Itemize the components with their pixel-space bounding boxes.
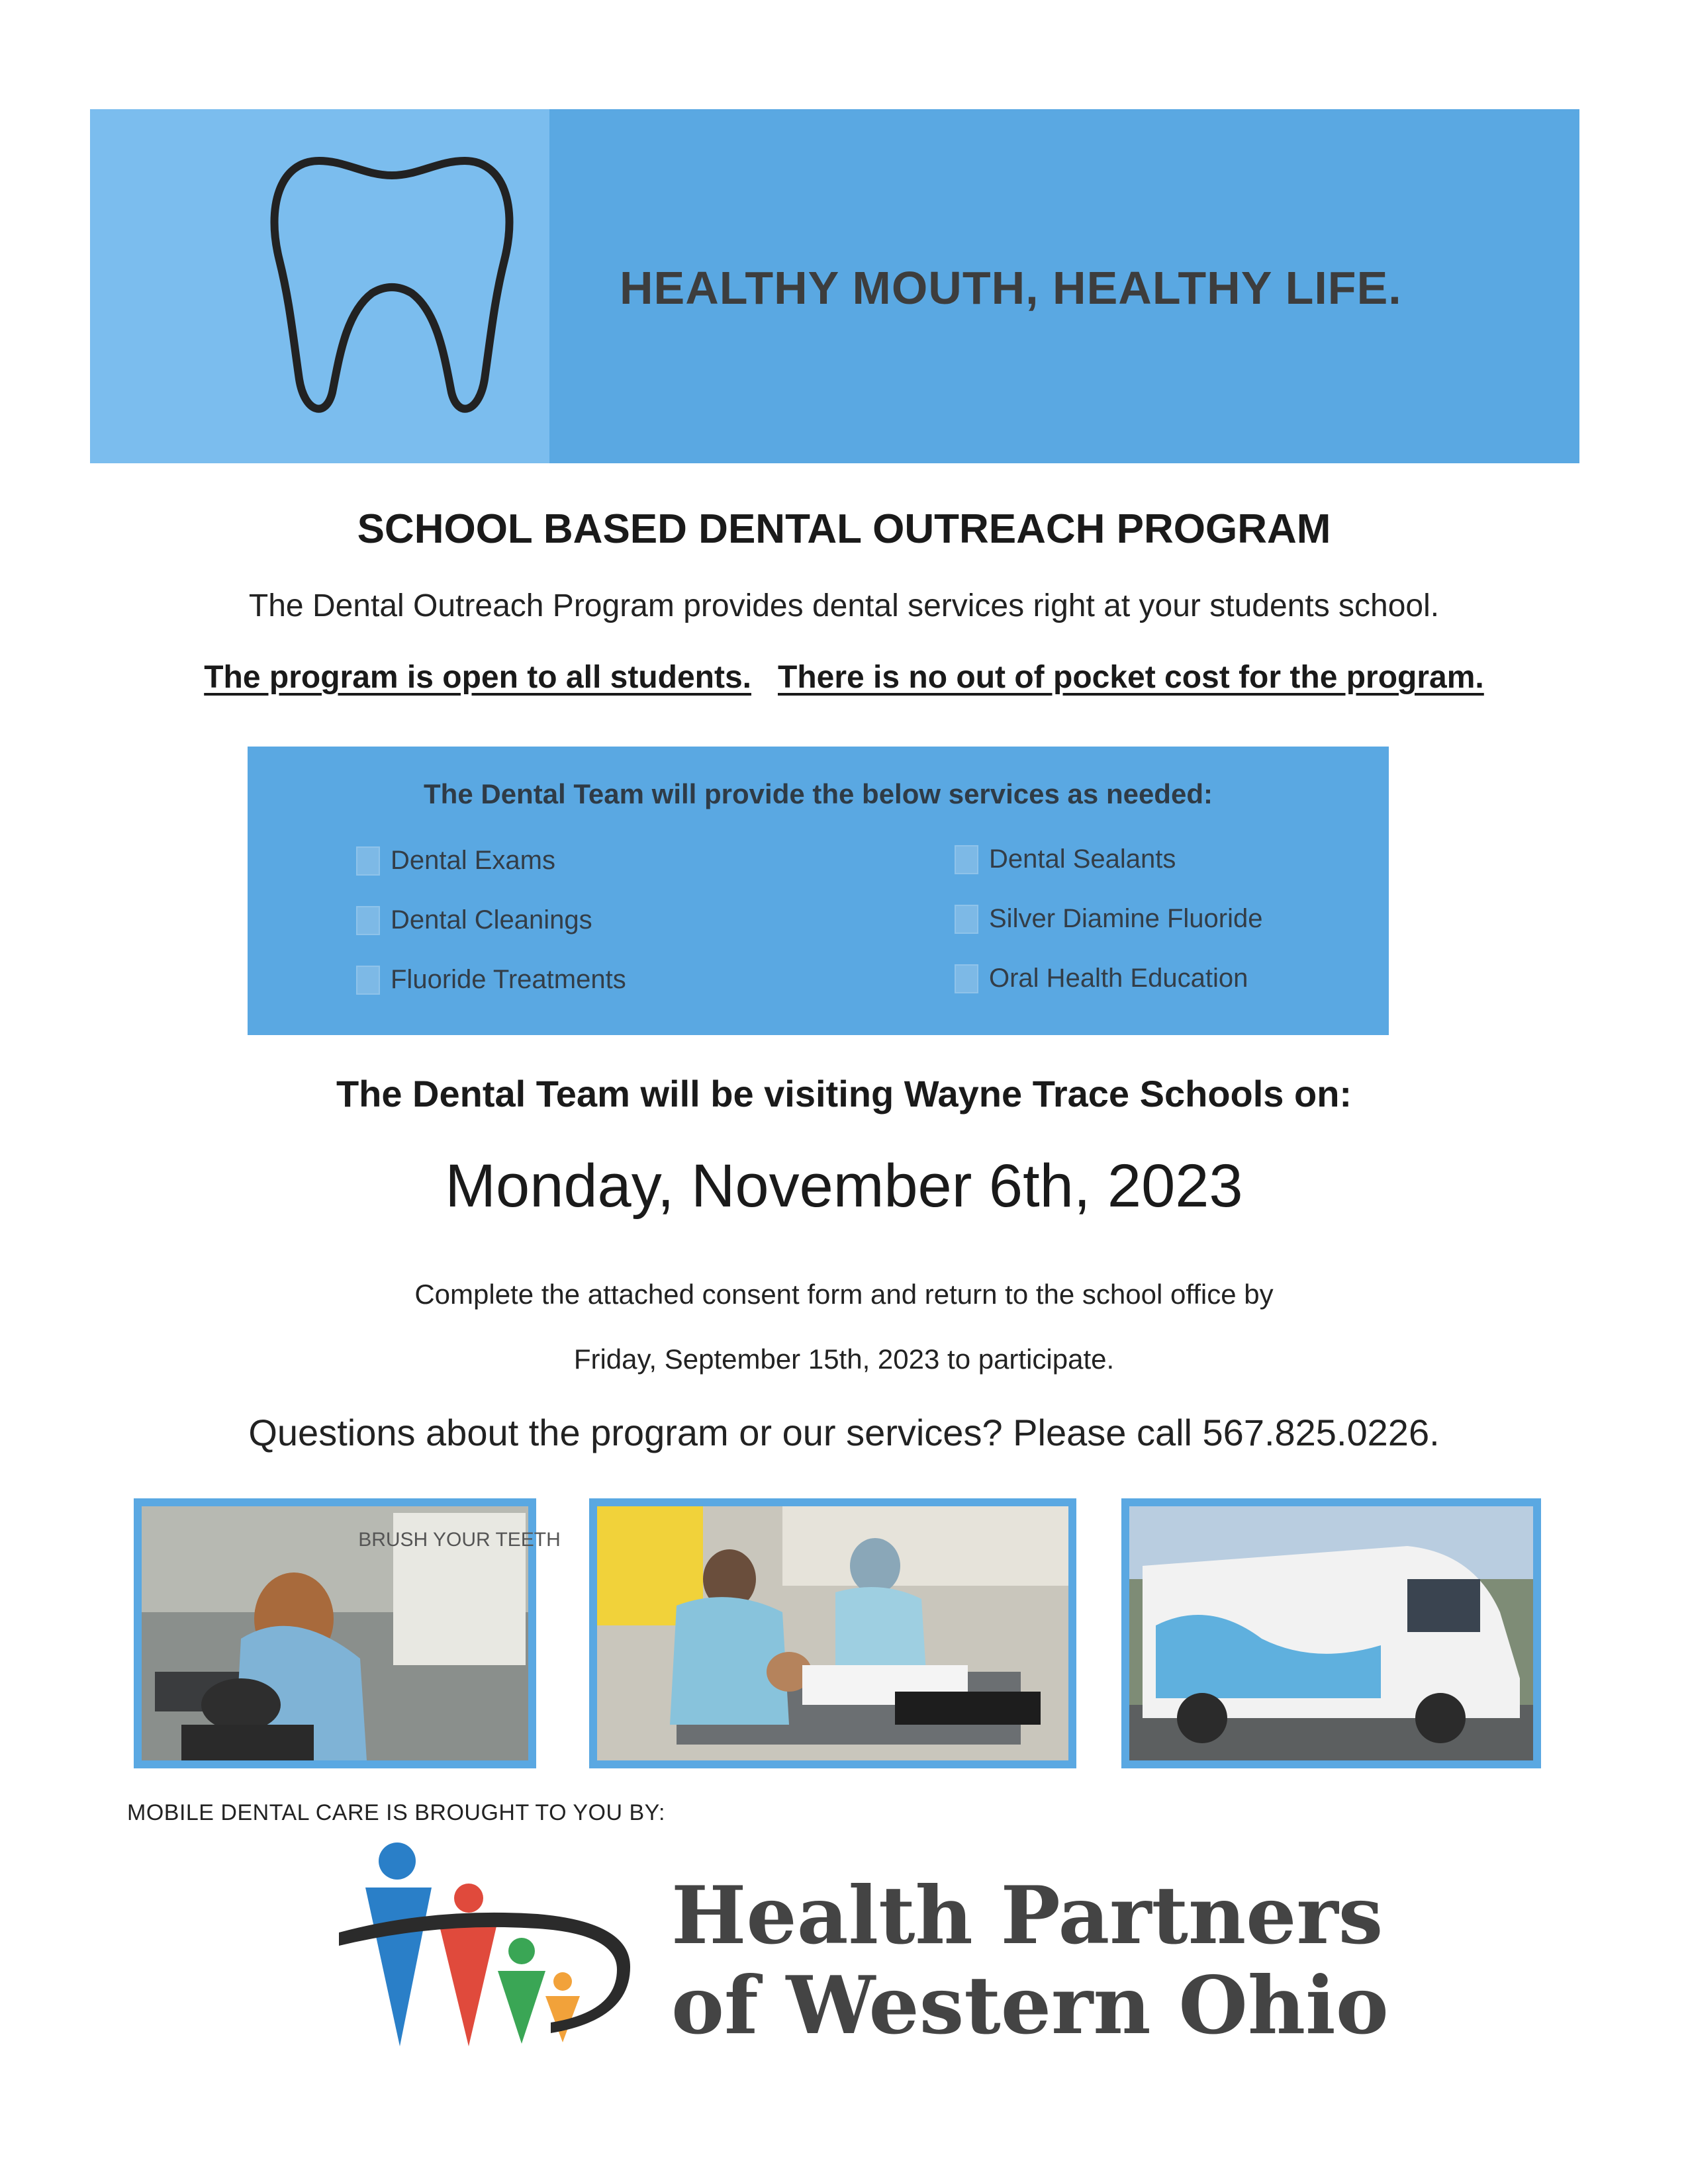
tooth-icon xyxy=(253,134,531,439)
tooth-bullet-icon xyxy=(356,966,380,995)
organization-name-line1: Health Partners xyxy=(671,1869,1383,1962)
svg-text:BRUSH YOUR TEETH: BRUSH YOUR TEETH xyxy=(358,1529,561,1551)
visit-date: Monday, November 6th, 2023 xyxy=(445,1152,1243,1220)
service-item: Oral Health Education xyxy=(955,964,1248,993)
tooth-bullet-icon xyxy=(955,845,978,874)
organization-name-line2: of Western Ohio xyxy=(671,1959,1389,2052)
student-treatment-photo-illustration xyxy=(597,1506,1068,1760)
mobile-van-photo-illustration xyxy=(1129,1506,1533,1760)
service-item: Dental Cleanings xyxy=(356,905,592,935)
contact-line: Questions about the program or our services? Please call 567.825.0226. xyxy=(248,1412,1440,1453)
banner-tagline: HEALTHY MOUTH, HEALTHY LIFE. xyxy=(620,262,1402,314)
photo-student-treatment xyxy=(589,1498,1076,1768)
visit-announcement: The Dental Team will be visiting Wayne Trace Schools on: xyxy=(336,1073,1352,1115)
service-item: Silver Diamine Fluoride xyxy=(955,904,1262,934)
photo-mobile-van xyxy=(1121,1498,1541,1768)
eligibility-statement xyxy=(0,659,1688,696)
cost-statement: There is no out of pocket cost for the program. xyxy=(778,660,1484,695)
tooth-bullet-icon xyxy=(356,906,380,935)
services-box xyxy=(248,747,1389,1035)
header-banner xyxy=(90,109,1579,463)
open-statement: The program is open to all students. xyxy=(204,660,751,695)
program-description: The Dental Outreach Program provides dental services right at your students school. xyxy=(248,588,1440,623)
services-heading: The Dental Team will provide the below services as needed: xyxy=(424,778,1213,809)
consent-deadline: Friday, September 15th, 2023 to participate. xyxy=(573,1343,1115,1375)
tooth-bullet-icon xyxy=(356,846,380,876)
dental-exam-photo-illustration xyxy=(142,1506,561,1760)
sponsor-caption: MOBILE DENTAL CARE IS BROUGHT TO YOU BY: xyxy=(127,1800,665,1825)
service-item: Fluoride Treatments xyxy=(356,965,626,995)
service-item: Dental Exams xyxy=(356,846,555,876)
photo-dental-exam xyxy=(134,1498,561,1768)
consent-instructions: Complete the attached consent form and return to the school office by xyxy=(414,1279,1274,1310)
health-partners-logo-icon xyxy=(339,1835,637,2053)
program-title: SCHOOL BASED DENTAL OUTREACH PROGRAM xyxy=(357,506,1331,552)
tooth-bullet-icon xyxy=(955,905,978,934)
service-item: Dental Sealants xyxy=(955,844,1176,874)
tooth-bullet-icon xyxy=(955,964,978,993)
